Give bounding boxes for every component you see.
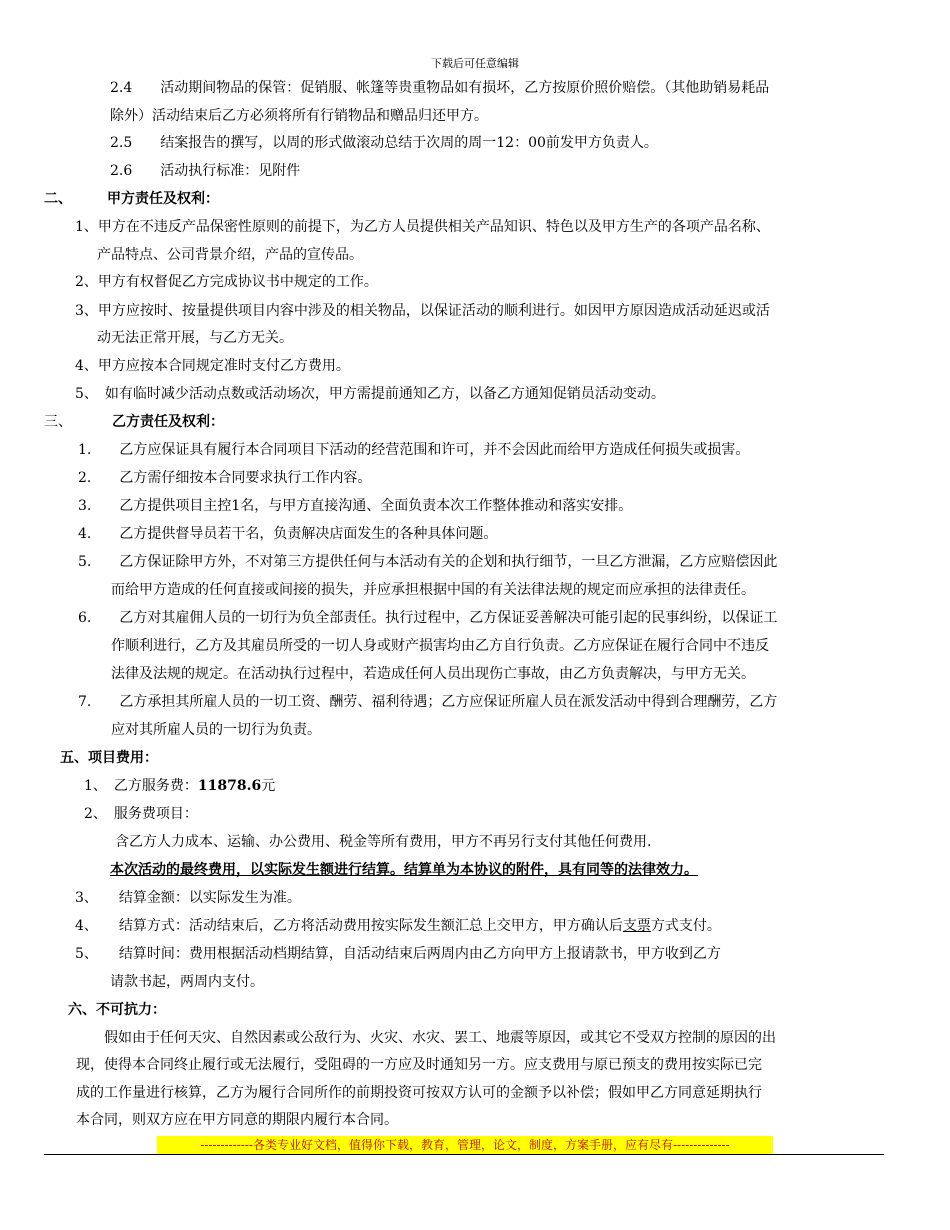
clause-2-6: 2.6 活动执行标准：见附件 <box>110 163 301 179</box>
header-note: 下载后可任意编辑 <box>431 57 519 70</box>
fee-item-5-line-2: 请款书起，两周内支付。 <box>110 974 264 990</box>
force-majeure-line-3: 成的工作量进行核算，乙方为履行合同所作的前期投资可按双方认可的金额予以补偿；假如甲乙方同意延期执行 <box>76 1085 762 1101</box>
force-majeure-line-2: 现，使得本合同终止履行或无法履行，受阻碍的一方应及时通知另一方。应支费用与原已预支的费用按实际已完 <box>76 1057 762 1073</box>
section-6-heading: 六、不可抗力： <box>68 1002 166 1018</box>
party-a-item-1-line-2: 产品特点、公司背景介绍，产品的宣传品。 <box>97 247 363 263</box>
footer-rule <box>44 1154 884 1155</box>
section-3-heading: 乙方责任及权利： <box>112 414 224 430</box>
fee-item-3: 3、 结算金额：以实际发生为准。 <box>75 890 301 906</box>
payment-method-check: 支票 <box>622 918 651 934</box>
party-a-item-4: 4、甲方应按本合同规定准时支付乙方费用。 <box>75 358 350 374</box>
party-b-item-4: 4. 乙方提供督导员若干名，负责解决店面发生的各种具体问题。 <box>78 526 498 542</box>
clause-2-4-line-2: 除外）活动结束后乙方必须将所有行销物品和赠品归还甲方。 <box>110 108 488 124</box>
fee-item-2: 2、 服务费项目： <box>84 806 198 822</box>
section-2-heading: 二、 甲方责任及权利： <box>44 191 219 207</box>
party-a-item-3-line-2: 动无法正常开展，与乙方无关。 <box>97 330 293 346</box>
party-b-item-7-line-1: 7. 乙方承担其所雇人员的一切工资、酬劳、福利待遇；乙方应保证所雇人员在派发活动中得到合理酬劳，乙方 <box>78 694 778 710</box>
fee-item-4-suffix: 方式支付。 <box>650 918 721 934</box>
fee-item-1 <box>84 776 275 796</box>
force-majeure-line-4: 本合同，则双方应在甲方同意的期限内履行本合同。 <box>76 1112 398 1128</box>
service-fee-unit: 元 <box>261 778 276 794</box>
fee-item-4 <box>75 916 721 936</box>
final-fee-statement: 本次活动的最终费用，以实际发生额进行结算。结算单为本协议的附件，具有同等的法律效力。 <box>110 862 698 878</box>
party-b-item-1: 1. 乙方应保证具有履行本合同项目下活动的经营范围和许可，并不会因此而给甲方造成任何损失或损害。 <box>78 442 750 458</box>
party-b-item-5-line-2: 而给甲方造成的任何直接或间接的损失，并应承担根据中国的有关法律法规的规定而应承担的法律责任。 <box>111 582 755 598</box>
fee-item-5-line-1: 5、 结算时间：费用根据活动档期结算，自活动结束后两周内由乙方向甲方上报请款书，甲方收到乙方 <box>75 946 721 962</box>
party-a-item-2: 2、甲方有权督促乙方完成协议书中规定的工作。 <box>75 274 378 290</box>
party-a-item-5: 5、 如有临时减少活动点数或活动场次，甲方需提前通知乙方，以备乙方通知促销员活动变动。 <box>75 386 665 402</box>
fee-item-1-label: 1、 乙方服务费： <box>84 778 198 794</box>
party-a-item-1-line-1: 1、甲方在不违反产品保密性原则的前提下，为乙方人员提供相关产品知识、特色以及甲方生产的各项产品名称、 <box>75 219 770 235</box>
party-b-item-2: 2. 乙方需仔细按本合同要求执行工作内容。 <box>78 470 372 486</box>
section-5-heading: 五、项目费用： <box>60 750 158 766</box>
footer-banner: -------------各类专业好文档，值得你下载，教育，管理，论文，制度，方案手册，应有尽有-------------- <box>157 1136 773 1154</box>
party-b-item-6-line-2: 作顺利进行，乙方及其雇员所受的一切人身或财产损害均由乙方自行负责。乙方应保证在履行合同中不违反 <box>111 638 769 654</box>
party-b-item-6-line-1: 6. 乙方对其雇佣人员的一切行为负全部责任。执行过程中，乙方保证妥善解决可能引起的民事纠纷，以保证工 <box>78 610 778 626</box>
clause-2-4-line-1: 2.4 活动期间物品的保管：促销服、帐篷等贵重物品如有损坏，乙方按原价照价赔偿。（其他助销易耗品 <box>110 80 770 96</box>
party-b-item-5-line-1: 5. 乙方保证除甲方外，不对第三方提供任何与本活动有关的企划和执行细节，一旦乙方泄漏，乙方应赔偿因此 <box>78 554 778 570</box>
clause-2-5: 2.5 结案报告的撰写，以周的形式做滚动总结于次周的周一12：00前发甲方负责人。 <box>110 135 658 151</box>
party-b-item-6-line-3: 法律及法规的规定。在活动执行过程中，若造成任何人员出现伤亡事故，由乙方负责解决，与甲方无关。 <box>111 666 755 682</box>
fee-item-2-detail: 含乙方人力成本、运输、办公费用、税金等所有费用，甲方不再另行支付其他任何费用. <box>115 834 652 850</box>
party-a-item-3-line-1: 3、甲方应按时、按量提供项目内容中涉及的相关物品，以保证活动的顺利进行。如因甲方原因造成活动延迟或活 <box>75 303 770 319</box>
force-majeure-line-1: 假如由于任何天灾、自然因素或公敌行为、火灾、水灾、罢工、地震等原因，或其它不受双方控制的原因的出 <box>104 1030 776 1046</box>
fee-item-4-text: 4、 结算方式：活动结束后，乙方将活动费用按实际发生额汇总上交甲方，甲方确认后 <box>75 918 623 934</box>
service-fee-amount: 11878.6 <box>197 778 262 794</box>
party-b-item-3: 3. 乙方提供项目主控1名，与甲方直接沟通、全面负责本次工作整体推动和落实安排。 <box>78 498 633 514</box>
section-3-number: 三、 <box>44 414 72 430</box>
party-b-item-7-line-2: 应对其所雇人员的一切行为负责。 <box>111 722 321 738</box>
